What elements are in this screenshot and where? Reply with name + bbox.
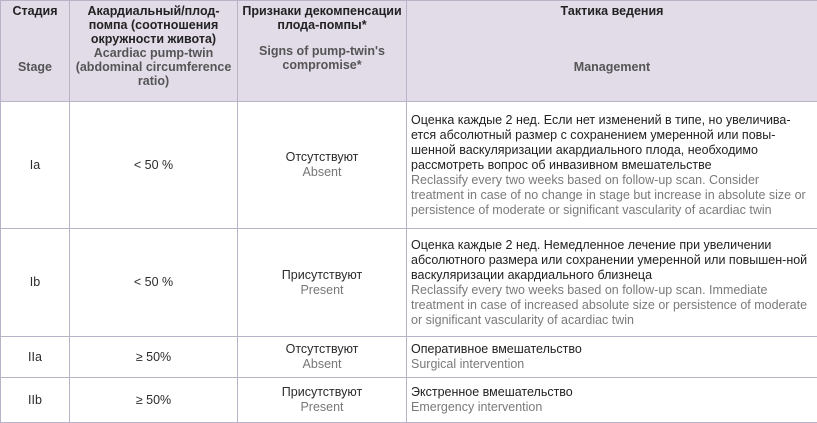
header-management <box>407 1 817 102</box>
ratio-cell: < 50 % <box>70 102 238 229</box>
signs-en: Present <box>238 400 406 415</box>
header-ratio-ru: Акардиальный/плод-помпа (соотношения окружности живота) <box>74 4 233 46</box>
management-cell <box>407 378 817 423</box>
stage-cell: IIa <box>1 337 70 378</box>
management-en: Reclassify every two weeks based on follow-up scan. Immediate treatment in case of increased absolute size or persistence of moderate or significant vascularity of acardiac twin <box>411 283 811 328</box>
stage-cell: Ia <box>1 102 70 229</box>
management-ru: Оперативное вмешательство <box>411 342 811 357</box>
header-stage <box>1 1 70 102</box>
management-cell <box>407 102 817 229</box>
management-ru: Оценка каждые 2 нед. Если нет изменений в типе, но увеличива-ется абсолютный размер с сохранением умеренной или повы-шенной васкуляризации акардиального плода, необходимо рассмотреть вопрос об инвазивном вмешательстве <box>411 113 811 173</box>
signs-cell <box>238 378 407 423</box>
header-signs <box>238 1 407 102</box>
header-stage-ru: Стадия <box>5 4 65 18</box>
header-management-ru: Тактика ведения <box>411 4 813 18</box>
management-ru: Оценка каждые 2 нед. Немедленное лечение при увеличении абсолютного размера или сохранении умеренной или повышен-ной васкуляризации акардиального близнеца <box>411 238 811 283</box>
header-signs-ru: Признаки декомпенсации плода-помпы* <box>242 4 402 32</box>
signs-ru: Отсутствуют <box>238 342 406 357</box>
management-cell <box>407 229 817 337</box>
management-en: Reclassify every two weeks based on follow-up scan. Consider treatment in case of no change in stage but increase in absolute size or persistence of moderate or significant vascularity of acardiac twin <box>411 173 811 218</box>
signs-en: Present <box>238 283 406 298</box>
header-ratio-en: Acardiac pump-twin (abdominal circumference ratio) <box>74 46 233 88</box>
header-ratio <box>70 1 238 102</box>
signs-ru: Отсутствуют <box>238 150 406 165</box>
ratio-cell: ≥ 50% <box>70 337 238 378</box>
signs-cell <box>238 229 407 337</box>
header-signs-en: Signs of pump-twin's compromise* <box>242 44 402 72</box>
ratio-cell: < 50 % <box>70 229 238 337</box>
table-row <box>1 229 817 337</box>
ratio-cell: ≥ 50% <box>70 378 238 423</box>
management-en: Emergency intervention <box>411 400 811 415</box>
signs-en: Absent <box>238 165 406 180</box>
management-cell <box>407 337 817 378</box>
header-management-en: Management <box>411 60 813 74</box>
table-row <box>1 378 817 423</box>
stage-cell: Ib <box>1 229 70 337</box>
signs-ru: Присутствуют <box>238 385 406 400</box>
management-ru: Экстренное вмешательство <box>411 385 811 400</box>
signs-en: Absent <box>238 357 406 372</box>
table-row <box>1 102 817 229</box>
header-stage-en: Stage <box>5 60 65 74</box>
signs-ru: Присутствуют <box>238 268 406 283</box>
table-row <box>1 337 817 378</box>
signs-cell <box>238 337 407 378</box>
management-en: Surgical intervention <box>411 357 811 372</box>
stage-cell: IIb <box>1 378 70 423</box>
signs-cell <box>238 102 407 229</box>
header-row <box>1 1 817 102</box>
